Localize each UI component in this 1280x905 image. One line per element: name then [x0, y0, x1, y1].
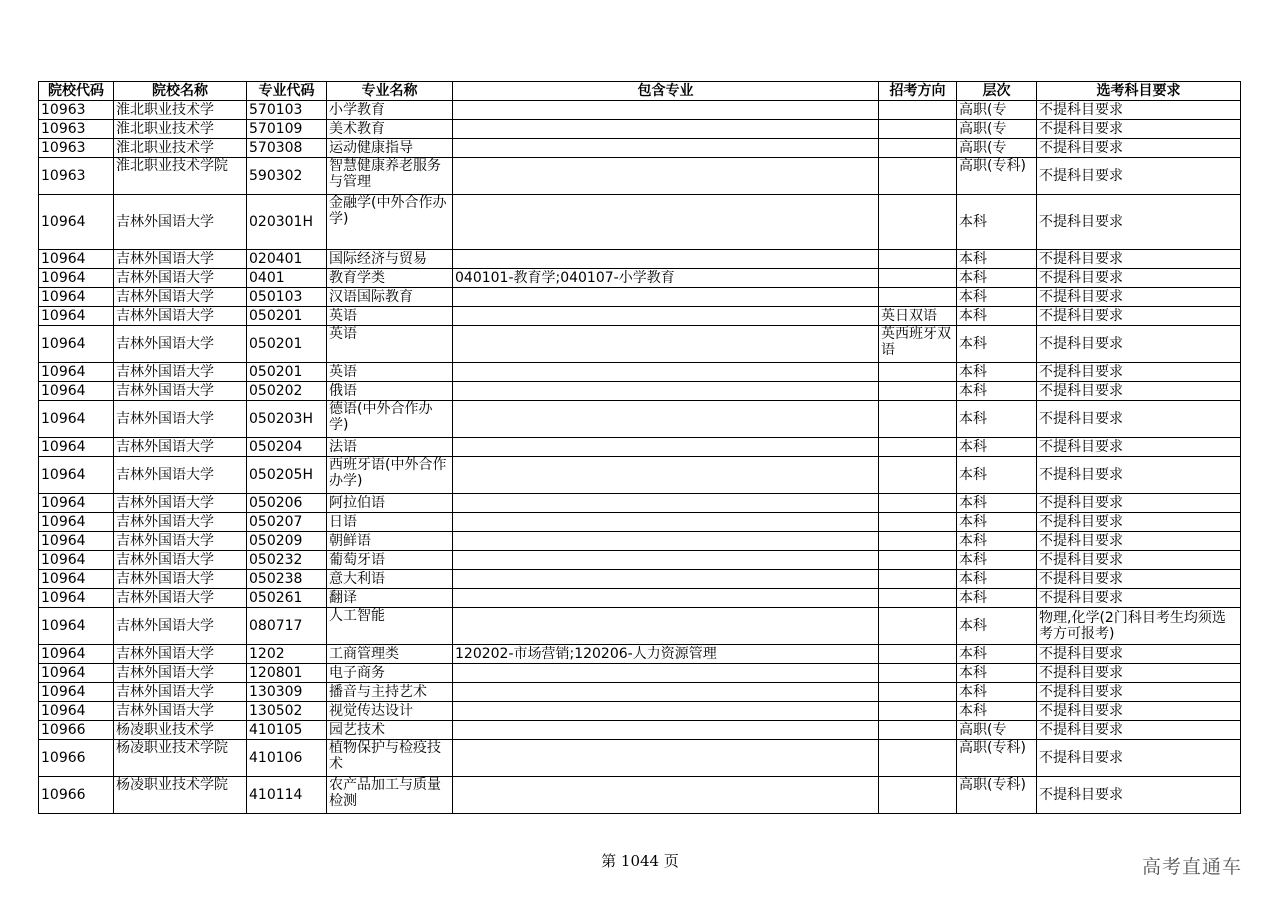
cell-major-code: 050232: [247, 551, 327, 570]
cell-major-code: 410105: [247, 721, 327, 740]
cell-level: 本科: [957, 664, 1037, 683]
table-row: [39, 363, 1241, 382]
cell-major-code: 020401: [247, 250, 327, 269]
cell-level: 高职(专: [957, 139, 1037, 158]
cell-subject-requirement: 不提科目要求: [1037, 740, 1241, 777]
cell-school-code: 10963: [39, 120, 114, 139]
cell-direction: [879, 120, 957, 139]
cell-direction: [879, 438, 957, 457]
cell-subject-requirement: 不提科目要求: [1037, 307, 1241, 326]
cell-school-code: 10964: [39, 326, 114, 363]
header-school-code: 院校代码: [39, 82, 114, 101]
cell-subject-requirement: 不提科目要求: [1037, 269, 1241, 288]
cell-direction: [879, 250, 957, 269]
cell-major-name: 日语: [327, 513, 453, 532]
cell-major-code: 570308: [247, 139, 327, 158]
cell-school-name: 吉林外国语大学: [114, 570, 247, 589]
cell-included-majors: [453, 438, 879, 457]
cell-subject-requirement: 不提科目要求: [1037, 494, 1241, 513]
cell-school-name: 吉林外国语大学: [114, 494, 247, 513]
cell-level: 高职(专: [957, 101, 1037, 120]
cell-direction: [879, 457, 957, 494]
cell-school-name: 吉林外国语大学: [114, 513, 247, 532]
cell-level: 本科: [957, 570, 1037, 589]
cell-subject-requirement: 不提科目要求: [1037, 589, 1241, 608]
cell-level: 本科: [957, 250, 1037, 269]
cell-included-majors: [453, 326, 879, 363]
cell-school-name: 吉林外国语大学: [114, 664, 247, 683]
cell-major-code: 130309: [247, 683, 327, 702]
cell-subject-requirement: 物理,化学(2门科目考生均须选考方可报考): [1037, 608, 1241, 645]
cell-major-code: 080717: [247, 608, 327, 645]
cell-direction: 英日双语: [879, 307, 957, 326]
cell-subject-requirement: 不提科目要求: [1037, 551, 1241, 570]
cell-included-majors: [453, 664, 879, 683]
cell-direction: [879, 608, 957, 645]
table-row: [39, 382, 1241, 401]
cell-subject-requirement: 不提科目要求: [1037, 195, 1241, 250]
cell-included-majors: [453, 532, 879, 551]
cell-level: 本科: [957, 551, 1037, 570]
cell-school-code: 10964: [39, 382, 114, 401]
cell-direction: [879, 494, 957, 513]
cell-subject-requirement: 不提科目要求: [1037, 532, 1241, 551]
cell-school-code: 10964: [39, 288, 114, 307]
cell-major-name: 英语: [327, 363, 453, 382]
header-major-code: 专业代码: [247, 82, 327, 101]
cell-major-name: 德语(中外合作办学): [327, 401, 453, 438]
header-school-name: 院校名称: [114, 82, 247, 101]
cell-school-name: 吉林外国语大学: [114, 288, 247, 307]
cell-school-code: 10964: [39, 532, 114, 551]
cell-level: 本科: [957, 401, 1037, 438]
table-row: [39, 250, 1241, 269]
cell-school-name: 吉林外国语大学: [114, 457, 247, 494]
cell-subject-requirement: 不提科目要求: [1037, 457, 1241, 494]
cell-direction: [879, 139, 957, 158]
table-row: [39, 438, 1241, 457]
cell-subject-requirement: 不提科目要求: [1037, 326, 1241, 363]
cell-major-name: 农产品加工与质量检测: [327, 777, 453, 814]
cell-major-name: 教育学类: [327, 269, 453, 288]
table-row: [39, 551, 1241, 570]
page-number: 第 1044 页: [601, 852, 679, 870]
cell-direction: [879, 721, 957, 740]
cell-major-code: 570103: [247, 101, 327, 120]
cell-school-code: 10964: [39, 438, 114, 457]
table-row: [39, 702, 1241, 721]
cell-subject-requirement: 不提科目要求: [1037, 401, 1241, 438]
cell-major-code: 130502: [247, 702, 327, 721]
cell-level: 本科: [957, 589, 1037, 608]
cell-major-code: 020301H: [247, 195, 327, 250]
cell-level: 本科: [957, 457, 1037, 494]
cell-school-name: 吉林外国语大学: [114, 326, 247, 363]
cell-major-name: 小学教育: [327, 101, 453, 120]
cell-major-name: 国际经济与贸易: [327, 250, 453, 269]
cell-included-majors: [453, 494, 879, 513]
cell-major-code: 590302: [247, 158, 327, 195]
cell-subject-requirement: 不提科目要求: [1037, 139, 1241, 158]
table-row: [39, 740, 1241, 777]
cell-school-name: 吉林外国语大学: [114, 645, 247, 664]
cell-included-majors: 040101-教育学;040107-小学教育: [453, 269, 879, 288]
cell-included-majors: [453, 288, 879, 307]
cell-major-name: 人工智能: [327, 608, 453, 645]
table-row: [39, 683, 1241, 702]
table-row: [39, 513, 1241, 532]
cell-level: 本科: [957, 645, 1037, 664]
cell-school-code: 10964: [39, 589, 114, 608]
cell-direction: [879, 288, 957, 307]
cell-major-name: 英语: [327, 307, 453, 326]
cell-major-code: 120801: [247, 664, 327, 683]
cell-subject-requirement: 不提科目要求: [1037, 382, 1241, 401]
cell-level: 本科: [957, 702, 1037, 721]
cell-direction: [879, 570, 957, 589]
cell-direction: [879, 158, 957, 195]
cell-direction: [879, 683, 957, 702]
cell-major-name: 汉语国际教育: [327, 288, 453, 307]
cell-subject-requirement: 不提科目要求: [1037, 158, 1241, 195]
table-row: [39, 101, 1241, 120]
cell-school-code: 10964: [39, 551, 114, 570]
cell-subject-requirement: 不提科目要求: [1037, 288, 1241, 307]
header-row: [39, 82, 1241, 101]
cell-school-name: 吉林外国语大学: [114, 382, 247, 401]
cell-major-code: 050261: [247, 589, 327, 608]
cell-school-name: 吉林外国语大学: [114, 401, 247, 438]
cell-subject-requirement: 不提科目要求: [1037, 664, 1241, 683]
cell-direction: [879, 195, 957, 250]
header-included-majors: 包含专业: [453, 82, 879, 101]
cell-included-majors: [453, 702, 879, 721]
cell-major-name: 金融学(中外合作办学): [327, 195, 453, 250]
cell-school-name: 吉林外国语大学: [114, 195, 247, 250]
watermark: 高考直通车: [1142, 856, 1243, 878]
cell-major-code: 050203H: [247, 401, 327, 438]
table-row: [39, 195, 1241, 250]
cell-school-name: 吉林外国语大学: [114, 269, 247, 288]
cell-direction: [879, 702, 957, 721]
cell-level: 高职(专: [957, 721, 1037, 740]
cell-level: 高职(专科): [957, 777, 1037, 814]
cell-direction: [879, 401, 957, 438]
cell-direction: [879, 513, 957, 532]
table-row: [39, 664, 1241, 683]
cell-school-name: 杨凌职业技术学: [114, 721, 247, 740]
table-row: [39, 288, 1241, 307]
cell-level: 本科: [957, 382, 1037, 401]
cell-major-code: 050204: [247, 438, 327, 457]
table-row: [39, 139, 1241, 158]
cell-major-name: 俄语: [327, 382, 453, 401]
cell-major-code: 570109: [247, 120, 327, 139]
cell-direction: [879, 532, 957, 551]
cell-level: 高职(专: [957, 120, 1037, 139]
cell-level: 本科: [957, 608, 1037, 645]
cell-school-name: 吉林外国语大学: [114, 683, 247, 702]
cell-school-code: 10963: [39, 101, 114, 120]
cell-major-name: 翻译: [327, 589, 453, 608]
cell-major-code: 050201: [247, 363, 327, 382]
cell-direction: [879, 551, 957, 570]
cell-included-majors: [453, 589, 879, 608]
cell-school-code: 10964: [39, 457, 114, 494]
cell-major-code: 410114: [247, 777, 327, 814]
table-row: [39, 326, 1241, 363]
cell-included-majors: [453, 139, 879, 158]
cell-school-name: 淮北职业技术学: [114, 101, 247, 120]
cell-included-majors: [453, 195, 879, 250]
cell-school-code: 10964: [39, 570, 114, 589]
cell-school-code: 10963: [39, 158, 114, 195]
cell-major-code: 050209: [247, 532, 327, 551]
cell-major-code: 050206: [247, 494, 327, 513]
cell-subject-requirement: 不提科目要求: [1037, 250, 1241, 269]
table-row: [39, 608, 1241, 645]
cell-major-name: 工商管理类: [327, 645, 453, 664]
cell-school-code: 10964: [39, 513, 114, 532]
header-major-name: 专业名称: [327, 82, 453, 101]
table-row: [39, 589, 1241, 608]
cell-major-code: 410106: [247, 740, 327, 777]
cell-level: 本科: [957, 307, 1037, 326]
cell-school-name: 杨凌职业技术学院: [114, 777, 247, 814]
cell-level: 本科: [957, 683, 1037, 702]
cell-major-name: 植物保护与检疫技术: [327, 740, 453, 777]
cell-subject-requirement: 不提科目要求: [1037, 120, 1241, 139]
cell-major-name: 播音与主持艺术: [327, 683, 453, 702]
cell-school-name: 吉林外国语大学: [114, 532, 247, 551]
cell-school-name: 淮北职业技术学: [114, 120, 247, 139]
cell-school-code: 10966: [39, 777, 114, 814]
cell-school-code: 10963: [39, 139, 114, 158]
cell-major-name: 智慧健康养老服务与管理: [327, 158, 453, 195]
cell-subject-requirement: 不提科目要求: [1037, 101, 1241, 120]
cell-direction: [879, 589, 957, 608]
cell-major-name: 英语: [327, 326, 453, 363]
cell-level: 本科: [957, 363, 1037, 382]
table-body: [39, 101, 1241, 814]
cell-level: 本科: [957, 288, 1037, 307]
cell-school-code: 10964: [39, 645, 114, 664]
cell-major-name: 法语: [327, 438, 453, 457]
table-row: [39, 158, 1241, 195]
cell-school-name: 吉林外国语大学: [114, 363, 247, 382]
cell-school-code: 10964: [39, 250, 114, 269]
cell-major-code: 050207: [247, 513, 327, 532]
cell-direction: [879, 664, 957, 683]
cell-included-majors: [453, 457, 879, 494]
cell-school-code: 10964: [39, 269, 114, 288]
cell-subject-requirement: 不提科目要求: [1037, 721, 1241, 740]
cell-major-name: 园艺技术: [327, 721, 453, 740]
cell-subject-requirement: 不提科目要求: [1037, 645, 1241, 664]
cell-included-majors: [453, 158, 879, 195]
cell-school-name: 吉林外国语大学: [114, 250, 247, 269]
cell-school-code: 10964: [39, 195, 114, 250]
cell-level: 本科: [957, 438, 1037, 457]
cell-major-name: 视觉传达设计: [327, 702, 453, 721]
cell-school-code: 10966: [39, 740, 114, 777]
cell-school-name: 吉林外国语大学: [114, 551, 247, 570]
cell-school-code: 10964: [39, 608, 114, 645]
cell-school-name: 吉林外国语大学: [114, 608, 247, 645]
table-row: [39, 721, 1241, 740]
cell-major-code: 050238: [247, 570, 327, 589]
cell-major-code: 050205H: [247, 457, 327, 494]
cell-level: 本科: [957, 326, 1037, 363]
cell-school-name: 吉林外国语大学: [114, 589, 247, 608]
cell-direction: [879, 363, 957, 382]
cell-major-name: 葡萄牙语: [327, 551, 453, 570]
cell-included-majors: [453, 250, 879, 269]
cell-major-name: 朝鲜语: [327, 532, 453, 551]
cell-level: 本科: [957, 494, 1037, 513]
cell-school-code: 10964: [39, 494, 114, 513]
cell-school-code: 10964: [39, 401, 114, 438]
cell-major-code: 1202: [247, 645, 327, 664]
cell-school-name: 吉林外国语大学: [114, 307, 247, 326]
cell-subject-requirement: 不提科目要求: [1037, 438, 1241, 457]
cell-included-majors: [453, 608, 879, 645]
cell-direction: 英西班牙双语: [879, 326, 957, 363]
cell-direction: [879, 645, 957, 664]
cell-included-majors: [453, 382, 879, 401]
table-row: [39, 120, 1241, 139]
cell-major-name: 运动健康指导: [327, 139, 453, 158]
cell-level: 本科: [957, 532, 1037, 551]
cell-major-code: 050202: [247, 382, 327, 401]
cell-direction: [879, 777, 957, 814]
cell-major-name: 意大利语: [327, 570, 453, 589]
cell-major-code: 050201: [247, 326, 327, 363]
cell-included-majors: [453, 363, 879, 382]
cell-level: 本科: [957, 269, 1037, 288]
cell-included-majors: [453, 683, 879, 702]
cell-direction: [879, 382, 957, 401]
cell-direction: [879, 740, 957, 777]
cell-included-majors: [453, 101, 879, 120]
cell-level: 高职(专科): [957, 740, 1037, 777]
cell-school-name: 淮北职业技术学: [114, 139, 247, 158]
header-level: 层次: [957, 82, 1037, 101]
table-row: [39, 777, 1241, 814]
cell-school-name: 吉林外国语大学: [114, 702, 247, 721]
table-row: [39, 494, 1241, 513]
cell-major-name: 美术教育: [327, 120, 453, 139]
header-direction: 招考方向: [879, 82, 957, 101]
cell-major-code: 050201: [247, 307, 327, 326]
cell-major-code: 0401: [247, 269, 327, 288]
table-row: [39, 457, 1241, 494]
cell-major-name: 阿拉伯语: [327, 494, 453, 513]
cell-school-name: 杨凌职业技术学院: [114, 740, 247, 777]
cell-school-code: 10964: [39, 363, 114, 382]
cell-included-majors: [453, 570, 879, 589]
cell-included-majors: [453, 721, 879, 740]
cell-major-name: 西班牙语(中外合作办学): [327, 457, 453, 494]
cell-included-majors: [453, 307, 879, 326]
cell-level: 本科: [957, 195, 1037, 250]
table-row: [39, 532, 1241, 551]
cell-level: 本科: [957, 513, 1037, 532]
cell-included-majors: [453, 551, 879, 570]
admission-table: [38, 81, 1241, 814]
cell-included-majors: [453, 777, 879, 814]
table-row: [39, 269, 1241, 288]
cell-subject-requirement: 不提科目要求: [1037, 683, 1241, 702]
cell-school-code: 10964: [39, 702, 114, 721]
cell-included-majors: 120202-市场营销;120206-人力资源管理: [453, 645, 879, 664]
table-row: [39, 307, 1241, 326]
cell-subject-requirement: 不提科目要求: [1037, 777, 1241, 814]
cell-school-code: 10964: [39, 683, 114, 702]
table-row: [39, 645, 1241, 664]
cell-subject-requirement: 不提科目要求: [1037, 363, 1241, 382]
cell-school-name: 淮北职业技术学院: [114, 158, 247, 195]
cell-direction: [879, 101, 957, 120]
cell-school-name: 吉林外国语大学: [114, 438, 247, 457]
cell-included-majors: [453, 513, 879, 532]
cell-included-majors: [453, 401, 879, 438]
cell-school-code: 10964: [39, 307, 114, 326]
table-row: [39, 401, 1241, 438]
cell-school-code: 10966: [39, 721, 114, 740]
cell-included-majors: [453, 740, 879, 777]
header-subject-requirement: 选考科目要求: [1037, 82, 1241, 101]
cell-major-code: 050103: [247, 288, 327, 307]
cell-level: 高职(专科): [957, 158, 1037, 195]
cell-subject-requirement: 不提科目要求: [1037, 570, 1241, 589]
cell-included-majors: [453, 120, 879, 139]
table-row: [39, 570, 1241, 589]
cell-school-code: 10964: [39, 664, 114, 683]
cell-subject-requirement: 不提科目要求: [1037, 702, 1241, 721]
cell-major-name: 电子商务: [327, 664, 453, 683]
cell-subject-requirement: 不提科目要求: [1037, 513, 1241, 532]
cell-direction: [879, 269, 957, 288]
